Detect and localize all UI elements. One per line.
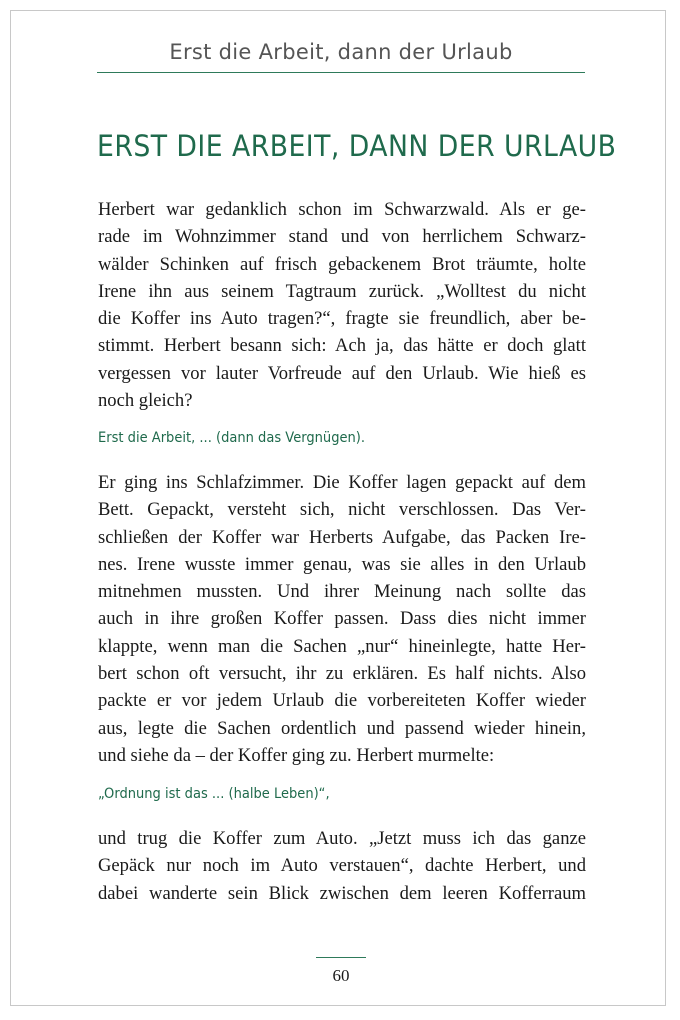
text-line: nes. Irene wusste immer genau, was sie alles in den Urlaub bbox=[98, 553, 586, 575]
paragraph-2 bbox=[98, 469, 586, 769]
text-line: mitnehmen mussten. Und ihrer Meinung nach sollte das bbox=[98, 581, 586, 603]
text-line: auch in ihre großen Koffer passen. Dass dies nicht immer bbox=[98, 608, 586, 630]
proverb-quote-2: „Ordnung ist das ... (halbe Leben)“, bbox=[98, 786, 330, 802]
header-rule bbox=[97, 72, 585, 73]
text-line: schließen der Koffer war Herberts Aufgabe, das Packen Ire- bbox=[98, 526, 586, 548]
text-line: stimmt. Herbert besann sich: Ach ja, das hätte er doch glatt bbox=[98, 335, 586, 357]
text-line: Irene ihn aus seinem Tagtraum zurück. „Wolltest du nicht bbox=[98, 280, 586, 302]
paragraph-1 bbox=[98, 196, 586, 414]
text-line: Herbert war gedanklich schon im Schwarzwald. Als er ge- bbox=[98, 199, 586, 220]
text-line: Bett. Gepackt, versteht sich, nicht verschlossen. Das Ver- bbox=[98, 499, 586, 521]
text-line: packte er vor jedem Urlaub die vorbereiteten Koffer wieder bbox=[98, 690, 586, 712]
text-line: vergessen vor lauter Vorfreude auf den Urlaub. Wie hieß es bbox=[98, 362, 586, 384]
text-line: rade im Wohnzimmer stand und von herrlichem Schwarz- bbox=[98, 226, 586, 248]
text-line: bert schon oft versucht, ihr zu erklären. Es half nichts. Also bbox=[98, 663, 586, 685]
text-line: noch gleich? bbox=[98, 390, 193, 412]
text-line: Gepäck nur noch im Auto verstauen“, dachte Herbert, und bbox=[98, 855, 586, 877]
text-line: klappte, wenn man die Sachen „nur“ hineinlegte, hatte Her- bbox=[98, 635, 586, 657]
text-line: die Koffer ins Auto tragen?“, fragte sie freundlich, aber be- bbox=[98, 308, 586, 330]
paragraph-3 bbox=[98, 825, 586, 907]
running-header: Erst die Arbeit, dann der Urlaub bbox=[169, 40, 513, 64]
proverb-quote-1: Erst die Arbeit, ... (dann das Vergnügen). bbox=[98, 430, 366, 446]
page-number: 60 bbox=[332, 966, 350, 985]
text-line: aus, legte die Sachen ordentlich und passend wieder hinein, bbox=[98, 717, 586, 739]
footer-rule bbox=[316, 957, 366, 958]
text-line: dabei wanderte sein Blick zwischen dem leeren Kofferraum bbox=[98, 882, 586, 904]
text-line: und trug die Koffer zum Auto. „Jetzt muss ich das ganze bbox=[98, 828, 586, 849]
text-line: und siehe da – der Koffer ging zu. Herbert murmelte: bbox=[98, 744, 495, 766]
text-line: wälder Schinken auf frisch gebackenem Brot träumte, holte bbox=[98, 253, 586, 275]
chapter-title: ERST DIE ARBEIT, DANN DER URLAUB bbox=[97, 129, 617, 163]
book-page bbox=[10, 10, 666, 1006]
text-line: Er ging ins Schlafzimmer. Die Koffer lagen gepackt auf dem bbox=[98, 472, 586, 493]
